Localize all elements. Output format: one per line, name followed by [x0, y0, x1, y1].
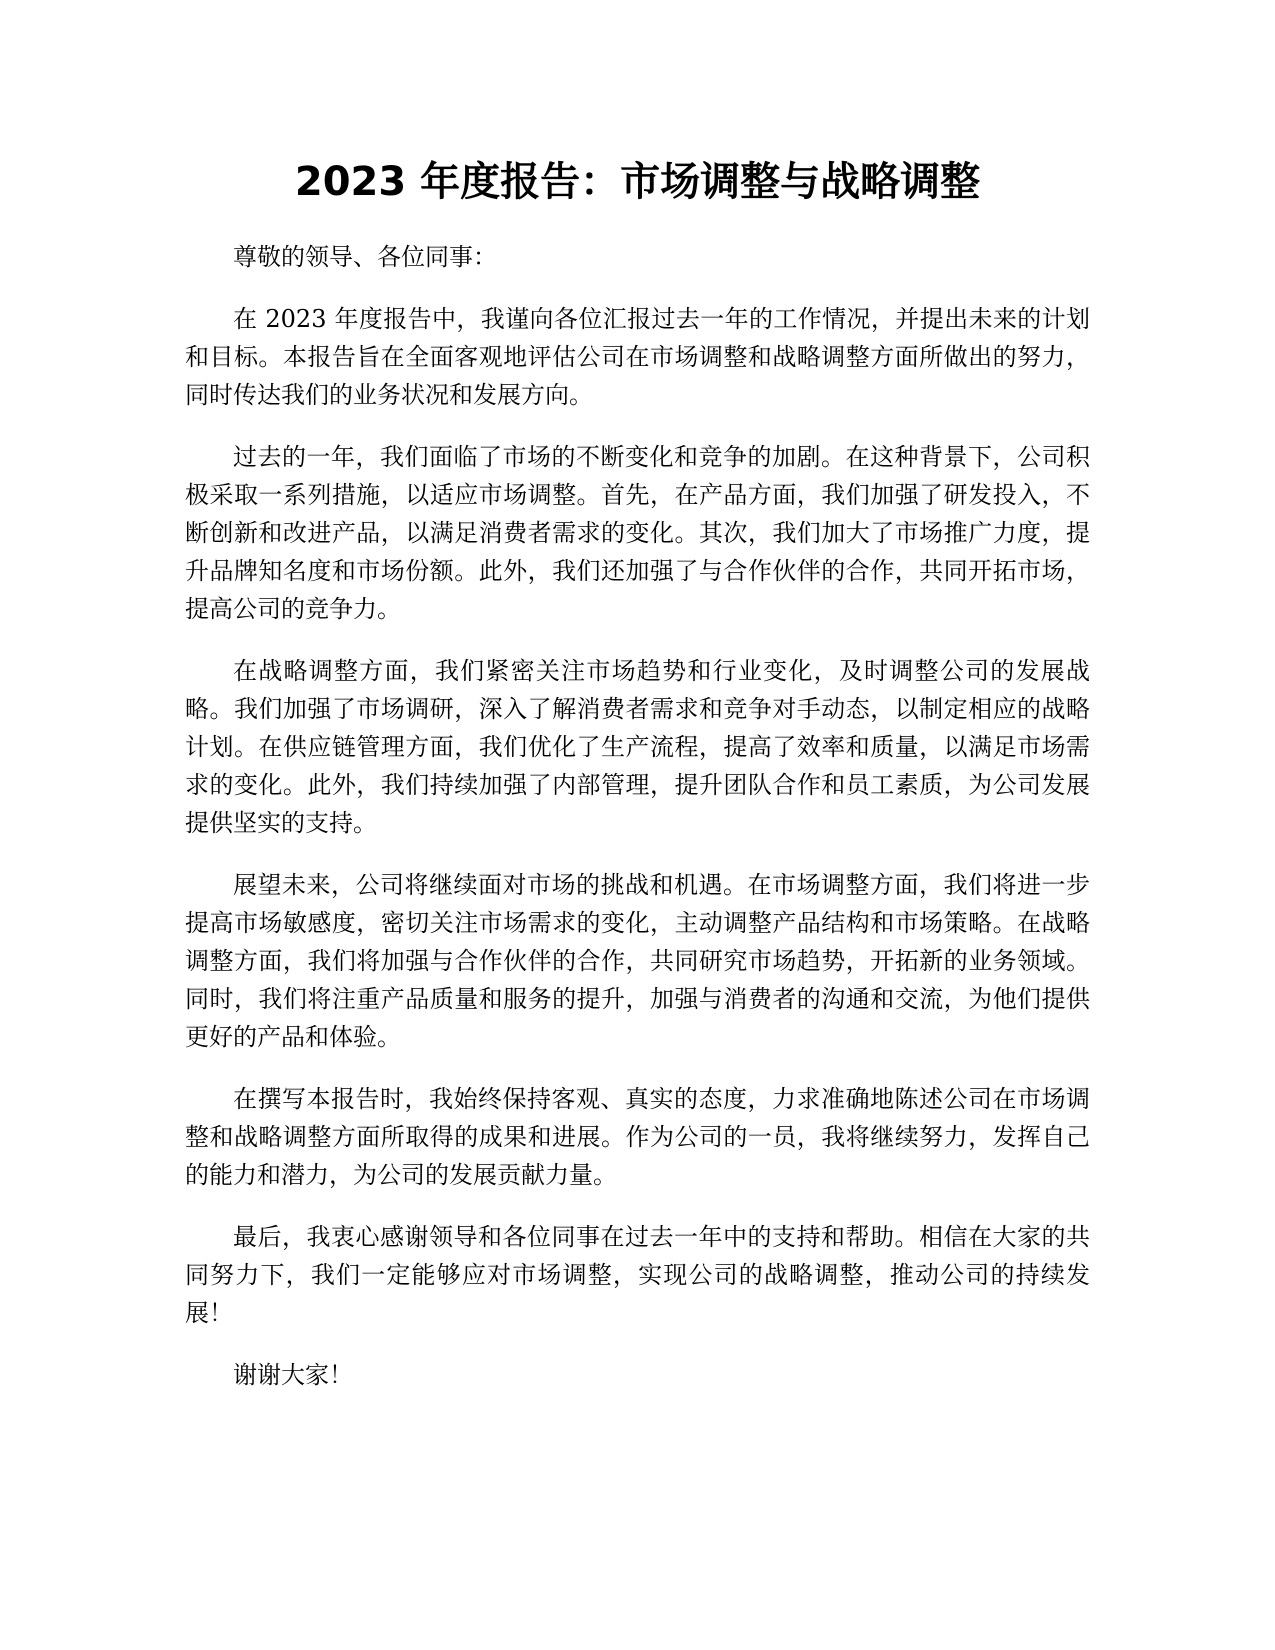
intro-paragraph: 在 2023 年度报告中，我谨向各位汇报过去一年的工作情况，并提出未来的计划和目标。本报告旨在全面客观地评估公司在市场调整和战略调整方面所做出的努力，同时传达我们的业务状况和发展方向。: [185, 305, 1090, 409]
market-adjustment-paragraph: 过去的一年，我们面临了市场的不断变化和竞争的加剧。在这种背景下，公司积极采取一系列措施，以适应市场调整。首先，在产品方面，我们加强了研发投入，不断创新和改进产品，以满足消费者需求的变化。其次，我们加大了市场推广力度，提升品牌知名度和市场份额。此外，我们还加强了与合作伙伴的合作，共同开拓市场，提高公司的竞争力。: [185, 443, 1090, 623]
strategy-adjustment-paragraph: 在战略调整方面，我们紧密关注市场趋势和行业变化，及时调整公司的发展战略。我们加强了市场调研，深入了解消费者需求和竞争对手动态，以制定相应的战略计划。在供应链管理方面，我们优化了生产流程，提高了效率和质量，以满足市场需求的变化。此外，我们持续加强了内部管理，提升团队合作和员工素质，为公司发展提供坚实的支持。: [185, 657, 1090, 837]
attitude-paragraph: 在撰写本报告时，我始终保持客观、真实的态度，力求准确地陈述公司在市场调整和战略调整方面所取得的成果和进展。作为公司的一员，我将继续努力，发挥自己的能力和潜力，为公司的发展贡献力量。: [185, 1085, 1090, 1189]
thanks-paragraph: 最后，我衷心感谢领导和各位同事在过去一年中的支持和帮助。相信在大家的共同努力下，我们一定能够应对市场调整，实现公司的战略调整，推动公司的持续发展！: [185, 1223, 1090, 1327]
document-title: 2023 年度报告：市场调整与战略调整: [294, 159, 981, 205]
closing-paragraph: 谢谢大家！: [233, 1361, 353, 1389]
document-body: [185, 238, 1090, 1394]
outlook-paragraph: 展望未来，公司将继续面对市场的挑战和机遇。在市场调整方面，我们将进一步提高市场敏感度，密切关注市场需求的变化，主动调整产品结构和市场策略。在战略调整方面，我们将加强与合作伙伴的合作，共同研究市场趋势，开拓新的业务领域。同时，我们将注重产品质量和服务的提升，加强与消费者的沟通和交流，为他们提供更好的产品和体验。: [185, 871, 1090, 1051]
salutation-paragraph: 尊敬的领导、各位同事：: [233, 243, 497, 271]
